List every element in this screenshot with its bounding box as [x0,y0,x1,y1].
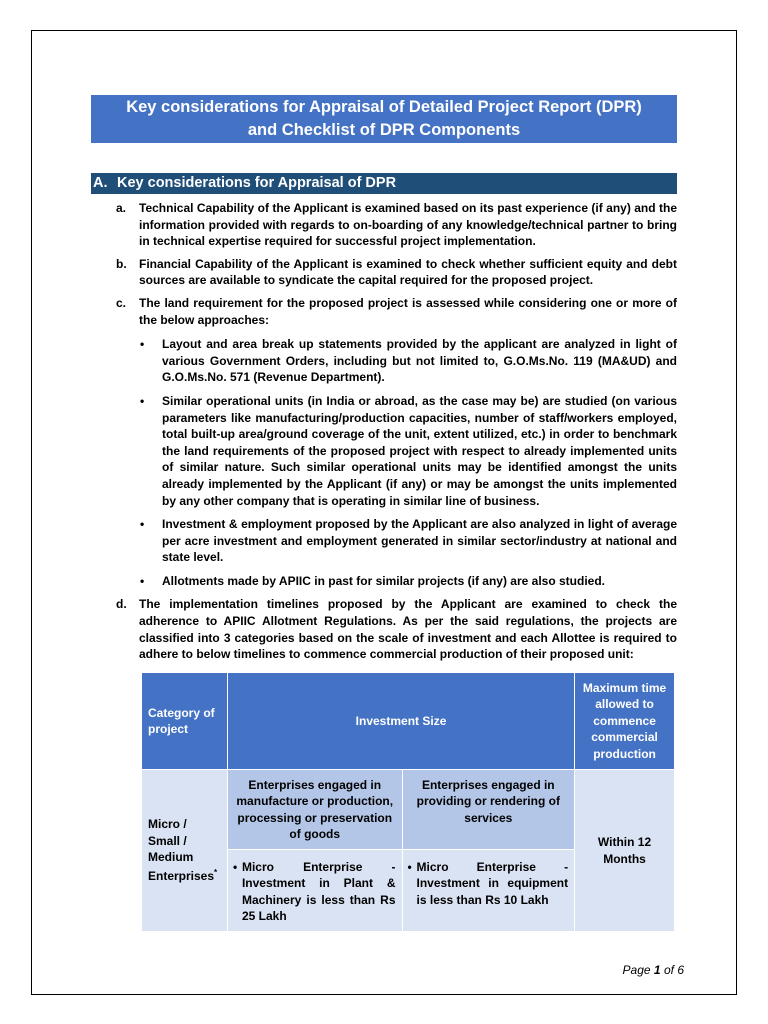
list-item [91,596,677,662]
title-line-1: Key considerations for Appraisal of Detailed Project Report (DPR) [126,98,642,116]
header-investment: Investment Size [227,673,574,770]
bullet-dot-icon: • [140,517,145,532]
title-line-2: and Checklist of DPR Components [247,121,521,139]
row-time: Within 12 Months [575,770,675,932]
bullet-item [91,516,677,566]
header-category: Category of project [142,673,228,770]
item-text: Financial Capability of the Applicant is examined to check whether sufficient equity and debt sources are available to syndicate the capital required for the proposed project. [139,256,677,288]
item-marker: d. [116,597,127,612]
item-text: Technical Capability of the Applicant is examined based on its past experience (if any) and the information provided with regards to on-boarding of any knowledge/technical partner to bring in technical expertise required for successful project implementation. [139,201,677,249]
row-services-cell [402,850,575,932]
approach-bullets [91,336,677,589]
list-item [91,295,677,590]
bullet-dot-icon: • [140,393,145,408]
section-heading-bar [91,173,677,194]
item-text: The land requirement for the proposed project is assessed while considering one or more of the below approaches: [139,295,677,327]
bullet-item [91,573,677,590]
bullet-item [91,393,677,509]
bullet-item [91,336,677,386]
bullet-text: Allotments made by APIIC in past for similar projects (if any) are also studied. [162,573,605,588]
row-category-cell [142,770,228,932]
row-manufacture: Micro Enterprise - Investment in Plant & Machinery is less than Rs 25 Lakh [241,860,396,924]
list-item [91,256,677,289]
section-letter: A. [93,175,108,191]
bullet-dot-icon: • [232,860,238,874]
footer-prefix: Page [622,963,651,977]
row-category: Micro / Small / Medium Enterprises [148,817,215,884]
row-services: Micro Enterprise - Investment in equipment is less than Rs 10 Lakh [416,860,569,907]
bullet-dot-icon: • [140,573,145,588]
bullet-dot-icon: • [140,337,145,352]
page-number [623,963,684,977]
footer-of: of [663,963,674,977]
footer-current: 1 [653,963,661,977]
footer-total: 6 [677,963,684,977]
table-subheader-row [142,770,675,850]
item-marker: b. [116,256,127,271]
item-marker: c. [116,295,127,310]
bullet-text: Similar operational units (in India or abroad, as the case may be) are studied (on various parameters like manufacturing/production capacities, number of staff/workers employed, total built-up area/ground coverage of the unit, extent utilized, etc.) in order to benchmark the land requirements of the proposed project with respect to already implemented units of similar nature. Such similar operational units may be identified amongst the units already implemented by the Applicant (if any) or may be amongst the units implemented by any other company that is operating in similar line of business. [162,393,677,508]
row-manufacture-cell [227,850,402,932]
timeline-table [141,672,675,932]
item-marker: a. [116,201,127,215]
bullet-dot-icon: • [407,860,412,874]
item-text: The implementation timelines proposed by the Applicant are examined to check the adherence to APIIC Allotment Regulations. As per the said regulations, the projects are classified into 3 categories based on the scale of investment and each Allottee is required to adhere to below timelines to commence commercial production of their proposed unit: [139,597,677,662]
footnote-marker: * [214,868,218,878]
section-heading: Key considerations for Appraisal of DPR [117,175,397,191]
bullet-text: Investment & employment proposed by the Applicant are also analyzed in light of average per acre investment and employment generated in similar sector/industry at national and state level. [162,517,677,565]
bullet-text: Layout and area break up statements provided by the applicant are analyzed in light of various Government Orders, including but not limited to, G.O.Ms.No. 119 (MA&UD) and G.O.Ms.No. 571 (Revenue Department). [162,337,677,385]
table-header-row [142,673,675,770]
list-item [91,200,677,250]
section-content [91,200,677,669]
document-title [91,95,677,143]
sub-manufacture: Enterprises engaged in manufacture or production, processing or preservation of goods [227,770,402,850]
header-time: Maximum time allowed to commence commercial production [575,673,675,770]
sub-services: Enterprises engaged in providing or rendering of services [402,770,575,850]
